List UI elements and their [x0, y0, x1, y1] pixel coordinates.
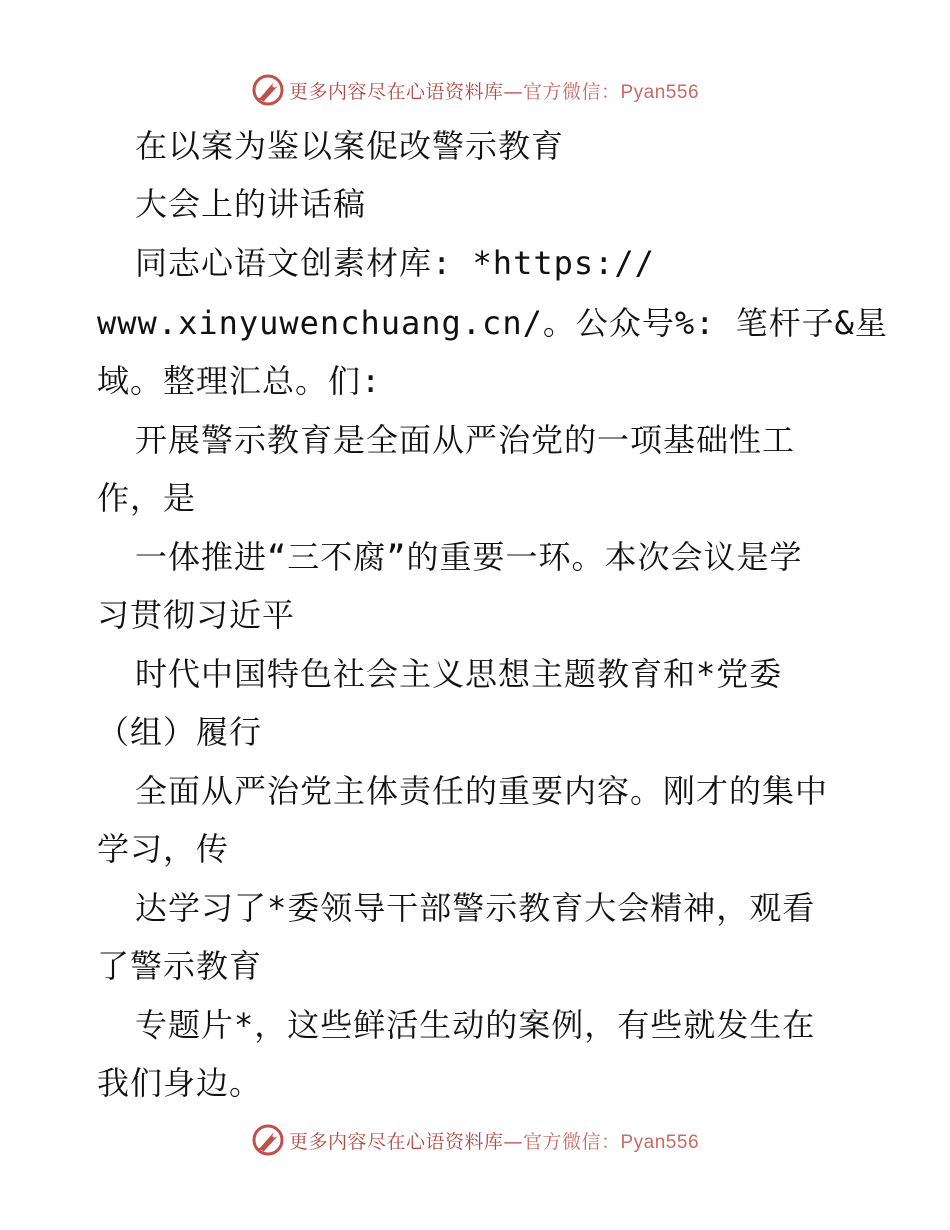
doc-line-12: 全面从严治党主体责任的重要内容。刚才的集中: [135, 772, 829, 810]
banner-wechat-label: 官方微信：: [522, 80, 621, 103]
doc-line-3: 同志心语文创素材库: *https://: [135, 244, 655, 282]
doc-line-10: 时代中国特色社会主义思想主题教育和*党委: [135, 655, 783, 693]
banner-separator: —: [503, 1130, 523, 1153]
footer-watermark-banner: [0, 1120, 950, 1160]
pen-nib-logo-icon: [251, 1123, 285, 1157]
header-watermark-banner: [0, 70, 950, 110]
banner-separator: —: [503, 80, 523, 103]
doc-line-1: 在以案为鉴以案促改警示教育: [135, 127, 565, 165]
banner-main-text: 更多内容尽在心语资料库: [288, 1130, 504, 1153]
doc-line-15: 了警示教育: [97, 947, 263, 985]
doc-line-5: 域。整理汇总。们:: [97, 362, 382, 400]
doc-line-7: 作，是: [97, 479, 197, 517]
banner-wechat-label: 官方微信：: [522, 1130, 621, 1153]
banner-wechat-id: Pyan556: [620, 1131, 700, 1153]
doc-line-9: 习贯彻习近平: [97, 596, 296, 634]
banner-text: [289, 77, 699, 104]
doc-line-2: 大会上的讲话稿: [135, 185, 367, 223]
banner-text: [289, 1127, 699, 1154]
doc-line-6: 开展警示教育是全面从严治党的一项基础性工: [135, 421, 796, 459]
banner-wechat-id: Pyan556: [620, 81, 700, 103]
doc-line-14: 达学习了*委领导干部警示教育大会精神，观看: [135, 889, 816, 927]
doc-line-11: （组）履行: [97, 713, 263, 751]
doc-line-13: 学习，传: [97, 830, 230, 868]
doc-line-8: 一体推进“三不腐”的重要一环。本次会议是学: [135, 538, 803, 576]
doc-line-17: 我们身边。: [97, 1064, 263, 1102]
doc-line-4: www.xinyuwenchuang.cn/。公众号%: 笔杆子&星: [97, 304, 888, 342]
banner-main-text: 更多内容尽在心语资料库: [288, 80, 504, 103]
doc-line-16: 专题片*，这些鲜活生动的案例，有些就发生在: [135, 1006, 816, 1044]
pen-nib-logo-icon: [251, 73, 285, 107]
